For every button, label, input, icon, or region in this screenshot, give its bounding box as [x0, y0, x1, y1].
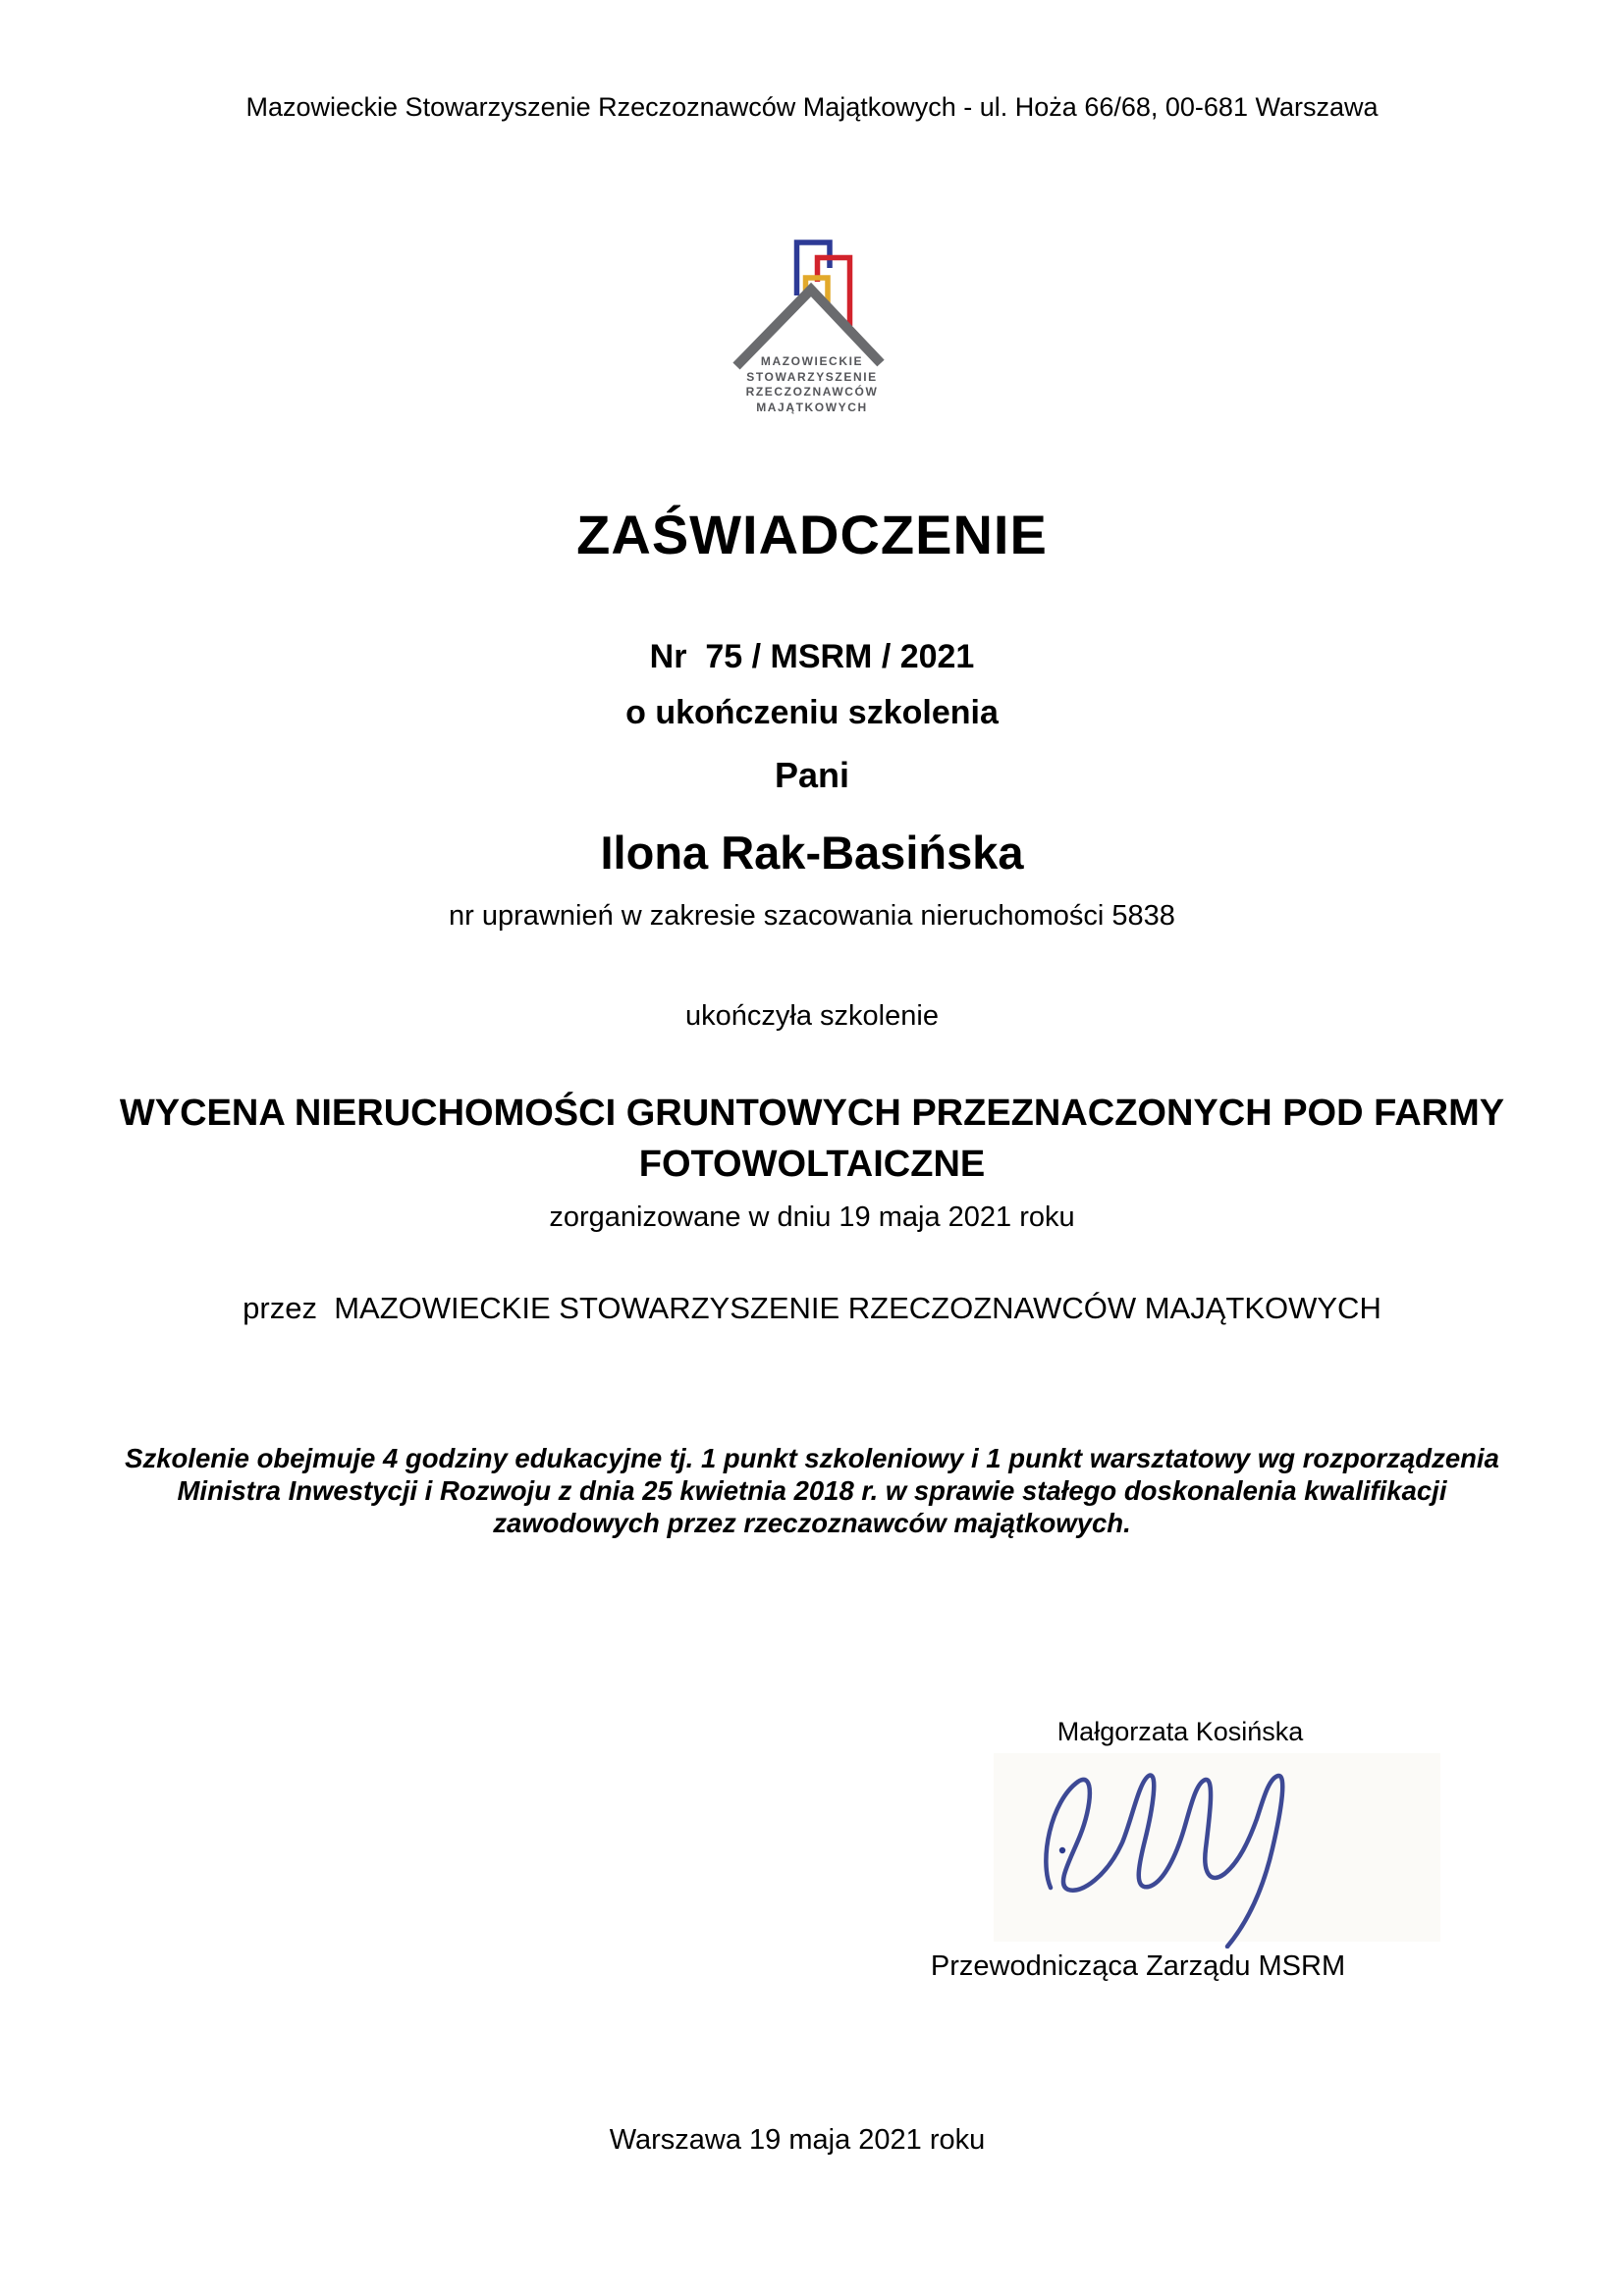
certificate-number: Nr 75 / MSRM / 2021	[649, 638, 975, 675]
msrm-logo-text	[746, 354, 879, 415]
organized-date-line: zorganizowane w dniu 19 maja 2021 roku	[549, 1201, 1075, 1233]
signature-ink-dot	[1059, 1847, 1065, 1853]
logo-text-line: STOWARZYSZENIE	[746, 369, 878, 384]
signer-name: Małgorzata Kosińska	[1056, 1717, 1304, 1746]
license-number-line: nr uprawnień w zakresie szacowania nieruchomości 5838	[449, 900, 1175, 932]
course-title	[120, 1088, 1504, 1190]
logo-text-line: MAZOWIECKIE	[760, 354, 864, 368]
certificate-title: ZAŚWIADCZENIE	[576, 504, 1048, 565]
course-title-line1: WYCENA NIERUCHOMOŚCI GRUNTOWYCH PRZEZNACZONYCH POD FARMY	[119, 1093, 1505, 1134]
completion-line: o ukończeniu szkolenia	[625, 694, 999, 731]
signer-title: Przewodnicząca Zarządu MSRM	[930, 1950, 1346, 1982]
handwritten-signature	[1021, 1762, 1306, 1949]
training-points-note: Szkolenie obejmuje 4 godziny edukacyjne tj. 1 punkt szkoleniowy i 1 punkt warsztatowy wg rozporządzenia Ministra Inwestycji i Rozwoju z dnia 25 kwietnia 2018 r. w sprawie stałego doskonalenia kwalifikacji zawodowych przez rzeczoznawców majątkowych.	[125, 1443, 1499, 1538]
logo-text-line: MAJĄTKOWYCH	[756, 400, 868, 414]
completed-training-line: ukończyła szkolenie	[685, 1000, 939, 1032]
place-and-date: Warszawa 19 maja 2021 roku	[609, 2124, 986, 2156]
signature-stroke	[1046, 1776, 1282, 1947]
course-title-line2: FOTOWOLTAICZNE	[638, 1144, 986, 1185]
recipient-name: Ilona Rak-Basińska	[600, 827, 1024, 879]
salutation: Pani	[774, 755, 850, 795]
logo-text-line: RZECZOZNAWCÓW	[745, 385, 879, 399]
org-address-header: Mazowieckie Stowarzyszenie Rzeczoznawców Majątkowych - ul. Hoża 66/68, 00-681 Warszawa	[245, 92, 1379, 122]
organizer-line: przez MAZOWIECKIE STOWARZYSZENIE RZECZOZNAWCÓW MAJĄTKOWYCH	[243, 1291, 1381, 1325]
